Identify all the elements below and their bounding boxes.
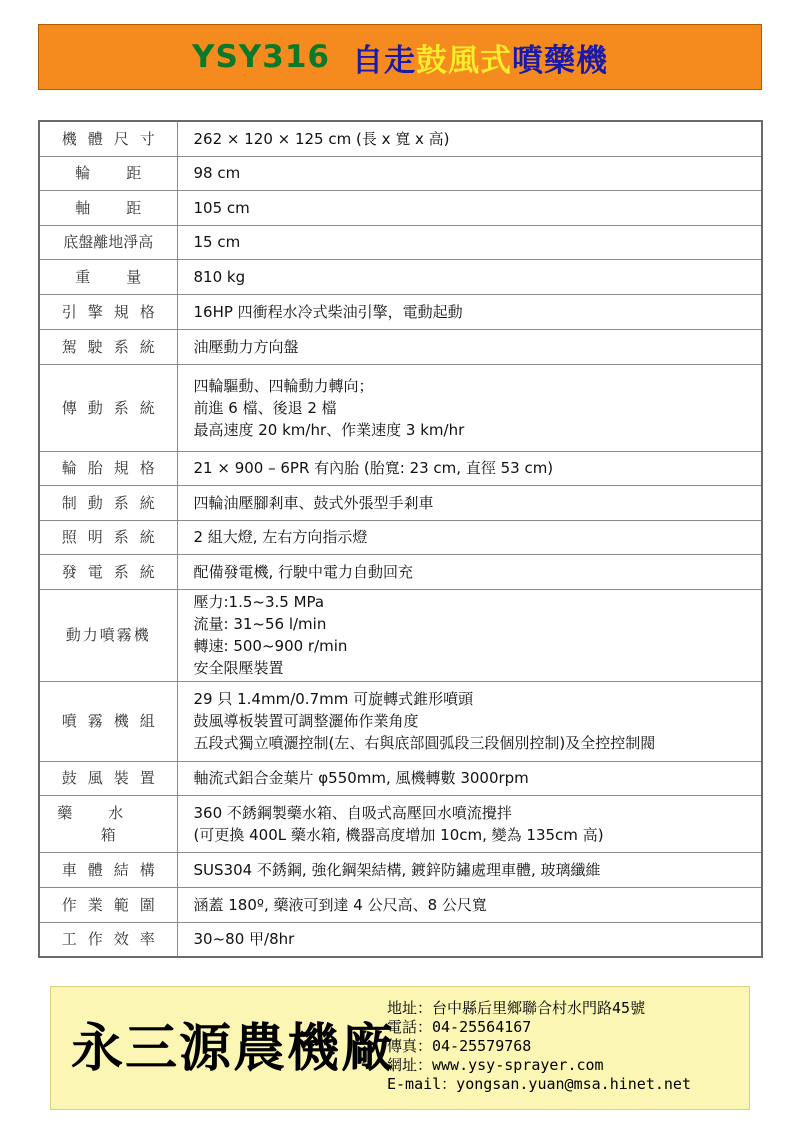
company-name: 永三源農機廠 [71, 1018, 396, 1079]
title-banner [38, 24, 762, 90]
spec-value-line: 四輪驅動、四輪動力轉向； [193, 376, 374, 395]
spec-value-line: 軸流式鋁合金葉片 φ550mm, 風機轉數 3000rpm [193, 769, 529, 787]
spec-label [39, 922, 177, 957]
company-footer [50, 986, 750, 1110]
spec-label-text: 鼓風裝置 [61, 769, 166, 787]
spec-label [39, 294, 177, 329]
spec-value-line: 壓力:1.5~3.5 MPa [193, 593, 325, 611]
spec-label-text: 軸距 [75, 198, 178, 217]
spec-value-line: SUS304 不銹鋼, 強化鋼架結構, 鍍鋅防鏽處理車體, 玻璃纖維 [193, 860, 601, 879]
spec-row [39, 225, 762, 259]
spec-value [177, 190, 762, 225]
spec-value-line: 四輪油壓腳剎車、鼓式外張型手剎車 [193, 493, 434, 512]
spec-label [39, 520, 177, 554]
spec-value [177, 329, 762, 364]
spec-label [39, 156, 177, 190]
spec-row [39, 364, 762, 451]
spec-value [177, 589, 762, 681]
spec-value-line: 98 cm [193, 164, 241, 182]
spec-value [177, 554, 762, 589]
spec-value [177, 922, 762, 957]
spec-value-line: 810 kg [193, 267, 246, 286]
spec-row [39, 852, 762, 887]
spec-value [177, 887, 762, 922]
spec-label-text: 輪距 [75, 164, 178, 182]
spec-label [39, 485, 177, 520]
title-part-2: 鼓風式 [415, 42, 512, 79]
title-part-3: 噴藥機 [511, 42, 608, 79]
spec-label-text: 重量 [75, 267, 178, 286]
spec-value-line: 15 cm [193, 233, 241, 251]
spec-row [39, 761, 762, 795]
spec-label [39, 121, 177, 156]
spec-value [177, 364, 762, 451]
spec-label-text: 制動系統 [61, 493, 166, 512]
spec-value [177, 156, 762, 190]
spec-value-line: 轉速: 500~900 r/min [193, 637, 348, 655]
spec-row [39, 156, 762, 190]
spec-value [177, 451, 762, 485]
spec-label [39, 589, 177, 681]
model-code: YSY316 [192, 39, 330, 75]
spec-row [39, 589, 762, 681]
spec-label-text: 輪胎規格 [61, 459, 166, 477]
spec-value-line: 前進 6 檔、後退 2 檔 [193, 398, 337, 417]
spec-label-text: 底盤離地淨高 [63, 233, 154, 251]
spec-value [177, 520, 762, 554]
spec-value-line: 最高速度 20 km/hr、作業速度 3 km/hr [193, 420, 465, 439]
spec-value [177, 681, 762, 761]
spec-value [177, 761, 762, 795]
contact-info [387, 999, 691, 1094]
phone: 電話：04-25564167 [387, 1018, 532, 1036]
spec-value-line: 配備發電機, 行駛中電力自動回充 [193, 562, 414, 581]
spec-value-line: 105 cm [193, 198, 250, 217]
spec-value-line: 29 只 1.4mm/0.7mm 可旋轉式錐形噴頭 [193, 690, 474, 708]
spec-value [177, 485, 762, 520]
spec-row [39, 922, 762, 957]
spec-label [39, 681, 177, 761]
spec-label-text: 駕駛系統 [61, 337, 166, 356]
spec-label [39, 451, 177, 485]
spec-label-text: 車體結構 [61, 860, 166, 879]
spec-label-text: 動力噴霧機 [65, 626, 151, 644]
spec-value-line: 2 組大燈, 左右方向指示燈 [193, 528, 368, 546]
spec-label-text: 噴霧機組 [61, 712, 166, 730]
spec-value-line: 涵蓋 180º, 藥液可到達 4 公尺高、8 公尺寬 [193, 895, 487, 914]
spec-row [39, 190, 762, 225]
spec-value-line: 油壓動力方向盤 [193, 337, 299, 356]
spec-label [39, 554, 177, 589]
spec-label [39, 329, 177, 364]
spec-label [39, 259, 177, 294]
spec-row [39, 121, 762, 156]
spec-value-line: (可更換 400L 藥水箱, 機器高度增加 10cm, 變為 135cm 高) [193, 825, 604, 844]
spec-label-text: 引擎規格 [61, 302, 166, 321]
email[interactable]: E-mail：yongsan.yuan@msa.hinet.net [387, 1075, 691, 1093]
title-part-1: 自走 [351, 42, 416, 79]
spec-label-text: 發電系統 [61, 562, 166, 581]
spec-label-text: 機體尺寸 [61, 129, 166, 148]
spec-row [39, 451, 762, 485]
spec-row [39, 554, 762, 589]
spec-row [39, 259, 762, 294]
spec-value [177, 852, 762, 887]
spec-label-text: 藥水箱 [57, 803, 160, 844]
spec-label [39, 225, 177, 259]
spec-value-line: 流量: 31~56 l/min [193, 615, 327, 633]
spec-value-line: 262 × 120 × 125 cm (長 x 寬 x 高) [193, 129, 450, 148]
spec-label [39, 887, 177, 922]
spec-label-text: 傳動系統 [61, 398, 166, 417]
spec-label [39, 190, 177, 225]
website[interactable]: 網址：www.ysy-sprayer.com [387, 1056, 604, 1074]
spec-value [177, 121, 762, 156]
spec-row [39, 520, 762, 554]
spec-label-text: 照明系統 [61, 528, 166, 546]
spec-value-line: 30~80 甲/8hr [193, 930, 295, 949]
spec-value-line: 21 × 900 – 6PR 有內胎 (胎寬: 23 cm, 直徑 53 cm) [193, 459, 554, 477]
spec-value [177, 294, 762, 329]
spec-row [39, 681, 762, 761]
spec-value-line: 五段式獨立噴灑控制(左、右與底部圓弧段三段個別控制)及全控控制閥 [193, 734, 656, 752]
spec-row [39, 485, 762, 520]
spec-row [39, 795, 762, 852]
address: 地址：台中縣后里鄉聯合村水門路45號 [387, 999, 646, 1017]
spec-label-text: 工作效率 [61, 930, 166, 949]
spec-row [39, 887, 762, 922]
spec-table [38, 120, 763, 958]
spec-row [39, 329, 762, 364]
spec-value [177, 259, 762, 294]
spec-row [39, 294, 762, 329]
spec-value-line: 360 不銹鋼製藥水箱、自吸式高壓回水噴流攪拌 [193, 803, 512, 822]
spec-label [39, 795, 177, 852]
spec-value-line: 16HP 四衝程水冷式柴油引擎，電動起動 [193, 302, 463, 321]
spec-label [39, 761, 177, 795]
spec-value-line: 鼓風導板裝置可調整灑佈作業角度 [193, 712, 419, 730]
fax: 傳真：04-25579768 [387, 1037, 532, 1055]
spec-label [39, 852, 177, 887]
spec-label-text: 作業範圍 [61, 895, 166, 914]
spec-value-line: 安全限壓裝置 [193, 659, 284, 677]
spec-label [39, 364, 177, 451]
spec-value [177, 795, 762, 852]
spec-value [177, 225, 762, 259]
